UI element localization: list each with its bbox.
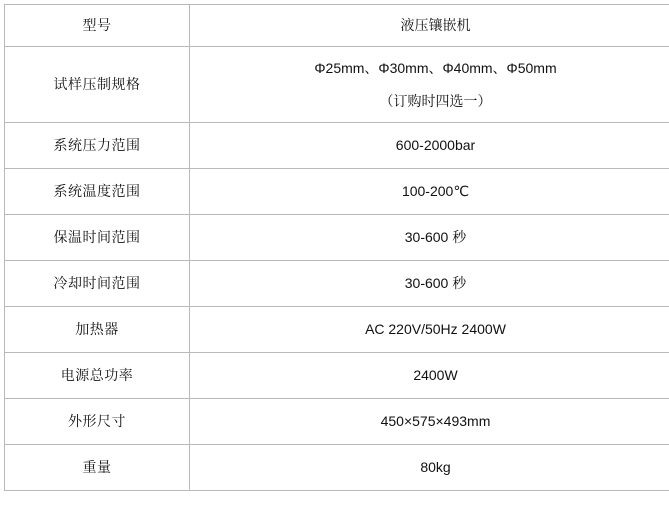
spec-label-holding-time: 保温时间范围: [5, 215, 190, 261]
spec-value-heater: [190, 307, 669, 353]
spec-label-sample-size: 试样压制规格: [5, 47, 190, 123]
table-row: [5, 47, 669, 123]
table-row: [5, 5, 669, 47]
table-row: [5, 261, 669, 307]
spec-value-cooling-time: [190, 261, 669, 307]
value-line-note: （订购时四选一）: [379, 92, 492, 109]
value-line: 液压镶嵌机: [400, 17, 471, 34]
value-line: Φ25mm、Φ30mm、Φ40mm、Φ50mm: [314, 60, 557, 77]
spec-label-total-power: 电源总功率: [5, 353, 190, 399]
value-line: AC 220V/50Hz 2400W: [365, 321, 506, 338]
spec-value-holding-time: [190, 215, 669, 261]
table-row: [5, 307, 669, 353]
table-row: [5, 169, 669, 215]
spec-label-dimensions: 外形尺寸: [5, 399, 190, 445]
spec-value-sample-size: [190, 47, 669, 123]
spec-label-weight: 重量: [5, 445, 190, 491]
value-line: 600-2000bar: [395, 137, 476, 154]
spec-label-cooling-time: 冷却时间范围: [5, 261, 190, 307]
spec-label-heater: 加热器: [5, 307, 190, 353]
value-line: 100-200℃: [401, 183, 470, 200]
table-row: [5, 123, 669, 169]
table-row: [5, 353, 669, 399]
table-row: [5, 215, 669, 261]
table-row: [5, 445, 669, 491]
spec-value-weight: [190, 445, 669, 491]
specification-table: [4, 4, 669, 491]
spec-value-dimensions: [190, 399, 669, 445]
value-line: 450×575×493mm: [380, 413, 491, 430]
spec-label-pressure-range: 系统压力范围: [5, 123, 190, 169]
spec-value-model: [190, 5, 669, 47]
spec-value-pressure-range: [190, 123, 669, 169]
value-line: 30-600 秒: [404, 229, 467, 246]
spec-value-temperature-range: [190, 169, 669, 215]
value-line: 80kg: [420, 459, 451, 476]
spec-label-temperature-range: 系统温度范围: [5, 169, 190, 215]
value-line: 2400W: [413, 367, 458, 384]
table-body: [5, 5, 669, 491]
spec-value-total-power: [190, 353, 669, 399]
value-line: 30-600 秒: [404, 275, 467, 292]
table-row: [5, 399, 669, 445]
spec-label-model: 型号: [5, 5, 190, 47]
